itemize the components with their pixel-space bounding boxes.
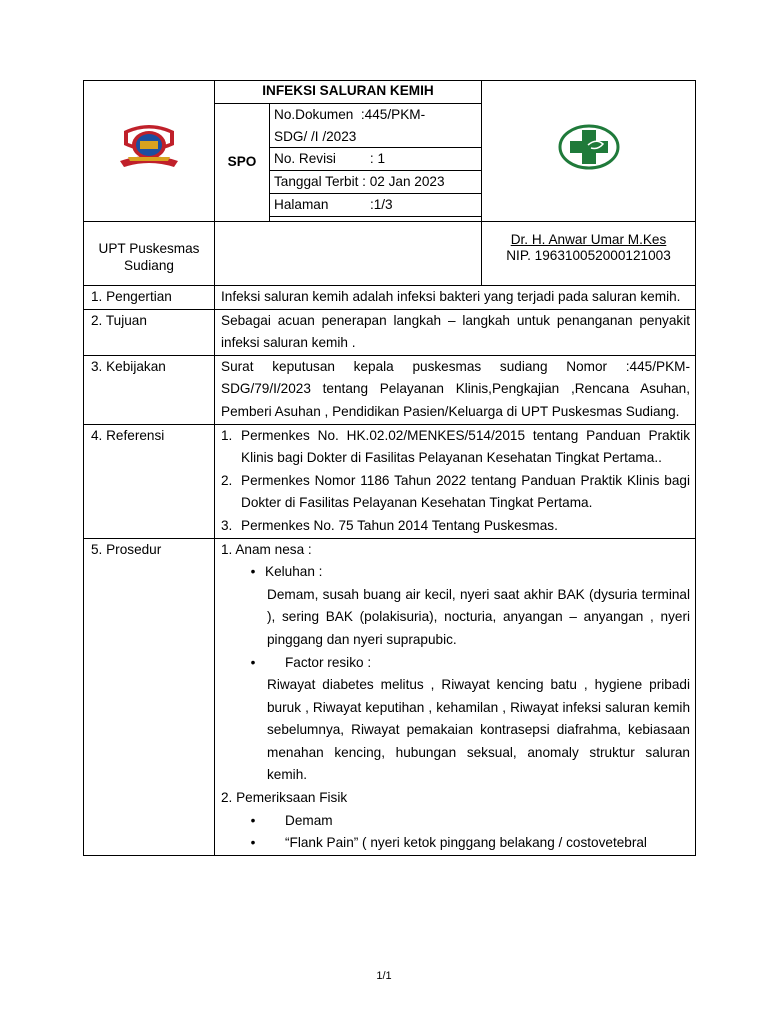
faktor-resiko-text: Riwayat diabetes melitus , Riwayat kencing batu , hygiene pribadi buruk , Riwayat keputihan , kehamilan , Riwayat infeksi saluran kemih sebelumnya, Riwayat pemakaian kontrasepsi diafrahma, kebiasaan menahan kencing, hubungan seksual, anomaly struktur saluran kemih.: [267, 677, 690, 783]
document-number: No.Dokumen :445/PKM- SDG/ /I /2023: [270, 104, 482, 148]
prosedur-step-pemeriksaan: 2. Pemeriksaan Fisik: [221, 790, 348, 806]
keluhan-text: Demam, susah buang air kecil, nyeri saat akhir BAK (dysuria terminal ), sering BAK (polakisuria), nocturia, anyangan – anyangan , nyeri pinggang dan nyeri suprapubic.: [267, 586, 690, 647]
list-item: • Demam: [221, 810, 690, 833]
issue-date: Tanggal Terbit : 02 Jan 2023: [270, 171, 482, 194]
list-item: • Keluhan :: [221, 561, 690, 584]
section-referensi-list: [215, 424, 696, 538]
signer-name: Dr. H. Anwar Umar M.Kes: [510, 232, 667, 247]
prosedur-step-anamnesa: 1. Anam nesa :: [221, 541, 312, 557]
spo-label: SPO: [215, 104, 270, 222]
section-label-referensi: 4. Referensi: [84, 424, 215, 538]
list-item: 1. Permenkes No. HK.02.02/MENKES/514/2015 tentang Panduan Praktik Klinis bagi Dokter di Fasilitas Pelayanan Kesehatan Tingkat Pertama..: [221, 427, 690, 466]
section-label-kebijakan: 3. Kebijakan: [84, 355, 215, 424]
list-item: 3. Permenkes No. 75 Tahun 2014 Tentang Puskesmas.: [221, 517, 558, 533]
right-logo-cell: [482, 81, 696, 222]
document-title: INFEKSI SALURAN KEMIH: [215, 81, 482, 104]
signature-block: [482, 222, 696, 286]
signer-nip: NIP. 196310052000121003: [506, 248, 671, 263]
organization-name: UPT Puskesmas Sudiang: [84, 222, 215, 286]
bullet-icon: •: [250, 564, 256, 580]
section-label-tujuan: 2. Tujuan: [84, 309, 215, 355]
section-tujuan-text: Sebagai acuan penerapan langkah – langkah untuk penanganan penyakit infeksi saluran kemih .: [215, 309, 696, 355]
puskesmas-cross-logo: [558, 124, 620, 170]
list-item: • Factor resiko :: [221, 652, 690, 675]
section-prosedur-content: [215, 538, 696, 855]
left-logo-cell: [84, 81, 215, 222]
spo-document: [83, 80, 695, 936]
spo-table: [83, 80, 696, 856]
page-number: Halaman :1/3: [270, 194, 482, 217]
section-label-prosedur: 5. Prosedur: [84, 538, 215, 855]
city-emblem-logo: [118, 121, 180, 173]
list-item: 2. Permenkes Nomor 1186 Tahun 2022 tentang Panduan Praktik Klinis bagi Dokter di Fasilitas Pelayanan Kesehatan Tingkat Pertama.: [221, 472, 690, 511]
section-label-pengertian: 1. Pengertian: [84, 286, 215, 310]
bullet-icon: •: [250, 654, 256, 670]
bullet-icon: •: [250, 835, 256, 851]
revision-number: No. Revisi : 1: [270, 148, 482, 171]
list-item: • “Flank Pain” ( nyeri ketok pinggang belakang / costovetebral: [221, 832, 690, 855]
section-kebijakan-text: Surat keputusan kepala puskesmas sudiang Nomor :445/PKM-SDG/79/I/2023 tentang Pelayanan Klinis,Pengkajian ,Rencana Asuhan, Pemberi Asuhan , Pendidikan Pasien/Keluarga di UPT Puskesmas Sudiang.: [215, 355, 696, 424]
page-footer: 1/1: [376, 970, 392, 982]
bullet-icon: •: [250, 812, 256, 828]
section-pengertian-text: Infeksi saluran kemih adalah infeksi bakteri yang terjadi pada saluran kemih.: [215, 286, 696, 310]
